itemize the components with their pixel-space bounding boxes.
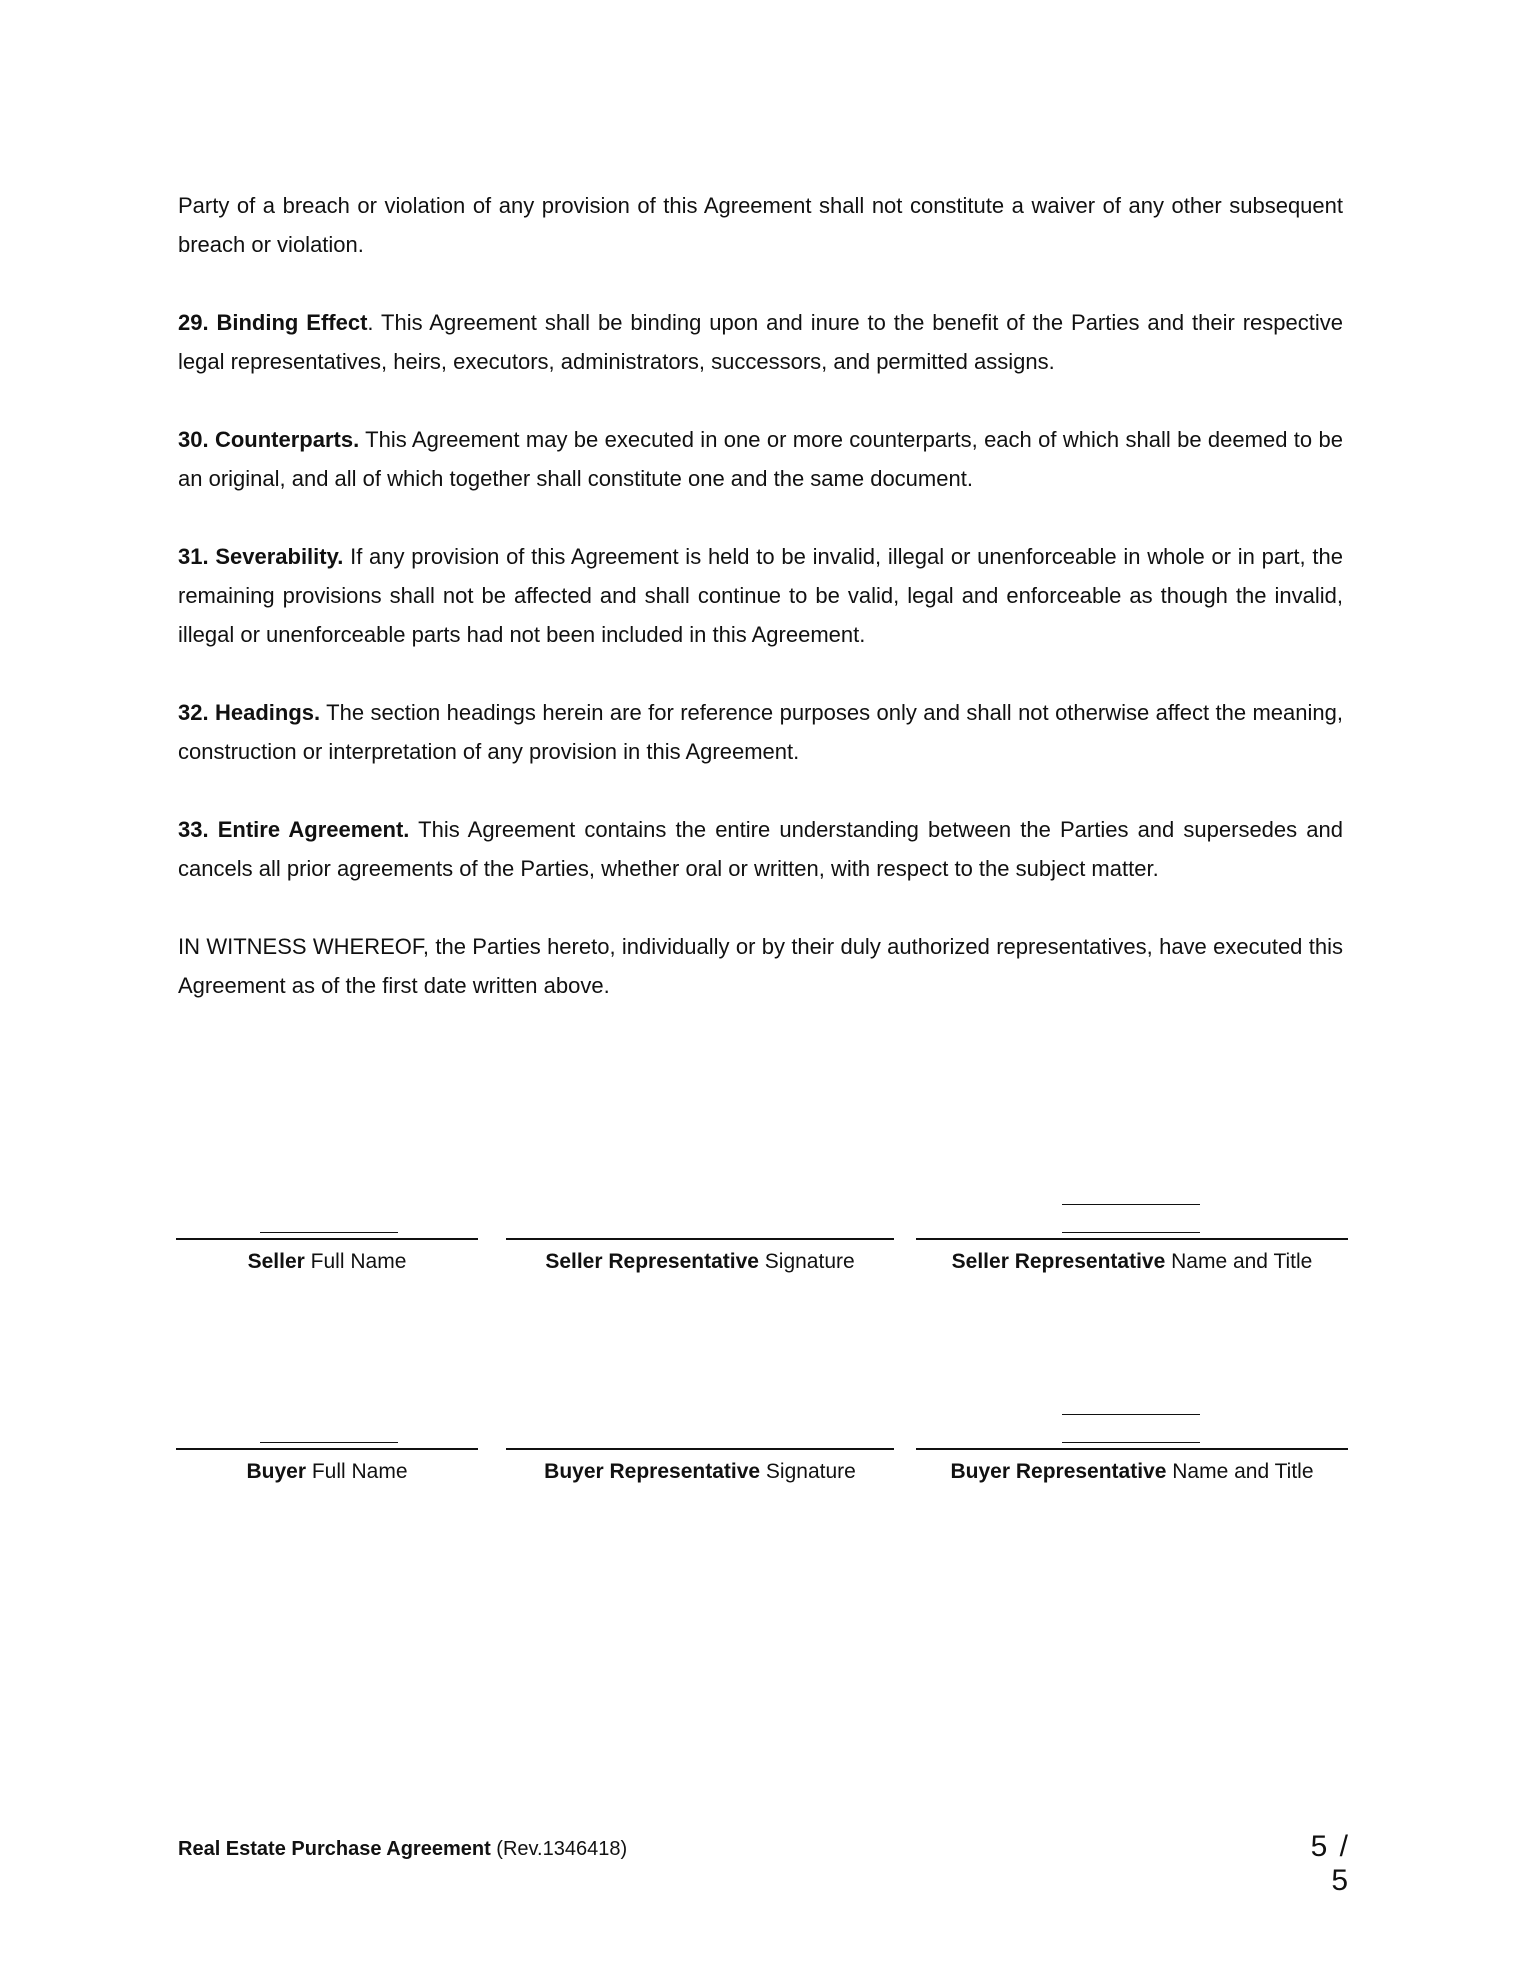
- clause-32-text: The section headings herein are for reference purposes only and shall not otherwise affect the meaning, construction or interpretation of any provision in this Agreement.: [178, 700, 1343, 764]
- clause-31-heading: 31. Severability.: [178, 544, 344, 569]
- seller-full-name-line[interactable]: [176, 1238, 478, 1240]
- seller-rep-signature-label: [506, 1250, 894, 1274]
- seller-full-name-label-bold: Seller: [247, 1250, 305, 1273]
- clause-31: [178, 537, 1343, 654]
- clause-29-heading: 29. Binding Effect: [178, 310, 368, 335]
- buyer-signature-row: [0, 1410, 1530, 1490]
- buyer-rep-name-title-label: [916, 1460, 1348, 1484]
- buyer-rep-name-short-line-lower: [1062, 1442, 1200, 1443]
- buyer-rep-signature-label-rest: Signature: [760, 1460, 856, 1483]
- page-number: 5 / 5: [1310, 1830, 1350, 1897]
- buyer-full-name-label-bold: Buyer: [246, 1460, 306, 1483]
- buyer-full-name-label: [176, 1460, 478, 1484]
- buyer-full-name-label-rest: Full Name: [306, 1460, 408, 1483]
- clause-continuation: [178, 186, 1343, 264]
- clause-33-heading: 33. Entire Agreement.: [178, 817, 410, 842]
- buyer-rep-name-short-line-upper: [1062, 1414, 1200, 1415]
- clause-30-heading: 30. Counterparts.: [178, 427, 360, 452]
- seller-rep-name-title-label-bold: Seller Representative: [951, 1250, 1166, 1273]
- footer-document-title: [178, 1838, 627, 1861]
- seller-rep-name-title-line[interactable]: [916, 1238, 1348, 1240]
- seller-rep-signature-label-bold: Seller Representative: [545, 1250, 759, 1273]
- footer-title-bold: Real Estate Purchase Agreement: [178, 1838, 491, 1860]
- seller-full-name-label-rest: Full Name: [304, 1250, 407, 1273]
- witness-text: IN WITNESS WHEREOF, the Parties hereto, individually or by their duly authorized representatives, have executed this Agreement as of the first date written above.: [178, 934, 1343, 998]
- clause-continuation-text: Party of a breach or violation of any provision of this Agreement shall not constitute a waiver of any other subsequent breach or violation.: [178, 193, 1343, 257]
- seller-full-name-label: [176, 1250, 478, 1274]
- clause-30-text: This Agreement may be executed in one or more counterparts, each of which shall be deemed to be an original, and all of which together shall constitute one and the same document.: [178, 427, 1343, 491]
- agreement-body: [178, 186, 1343, 1044]
- footer-title-rest: (Rev.1346418): [490, 1838, 628, 1860]
- seller-rep-signature-line[interactable]: [506, 1238, 894, 1240]
- clause-29-text: . This Agreement shall be binding upon and inure to the benefit of the Parties and their respective legal representatives, heirs, executors, administrators, successors, and permitted assigns.: [178, 310, 1344, 374]
- buyer-rep-signature-label-bold: Buyer Representative: [544, 1460, 761, 1483]
- seller-full-name-short-line: [260, 1232, 398, 1233]
- seller-rep-name-title-label-rest: Name and Title: [1165, 1250, 1313, 1273]
- seller-rep-name-title-label: [916, 1250, 1348, 1274]
- buyer-rep-signature-line[interactable]: [506, 1448, 894, 1450]
- seller-rep-signature-label-rest: Signature: [758, 1250, 855, 1273]
- witness-clause: [178, 927, 1343, 1005]
- buyer-rep-name-title-line[interactable]: [916, 1448, 1348, 1450]
- clause-33: [178, 810, 1343, 888]
- clause-29: [178, 303, 1343, 381]
- clause-32-heading: 32. Headings.: [178, 700, 321, 725]
- clause-30: [178, 420, 1343, 498]
- clause-32: [178, 693, 1343, 771]
- buyer-full-name-line[interactable]: [176, 1448, 478, 1450]
- buyer-rep-name-title-label-bold: Buyer Representative: [950, 1460, 1167, 1483]
- clause-31-text: If any provision of this Agreement is held to be invalid, illegal or unenforceable in whole or in part, the remaining provisions shall not be affected and shall continue to be valid, legal and enforceable as though the invalid, illegal or unenforceable parts had not been included in this Agreement.: [178, 544, 1343, 647]
- seller-rep-name-short-line-upper: [1062, 1204, 1200, 1205]
- buyer-full-name-short-line: [260, 1442, 398, 1443]
- buyer-rep-signature-label: [506, 1460, 894, 1484]
- seller-signature-row: [0, 1200, 1530, 1280]
- seller-rep-name-short-line-lower: [1062, 1232, 1200, 1233]
- clause-33-text: This Agreement contains the entire understanding between the Parties and supersedes and cancels all prior agreements of the Parties, whether oral or written, with respect to the subject matter.: [178, 817, 1343, 881]
- buyer-rep-name-title-label-rest: Name and Title: [1166, 1460, 1314, 1483]
